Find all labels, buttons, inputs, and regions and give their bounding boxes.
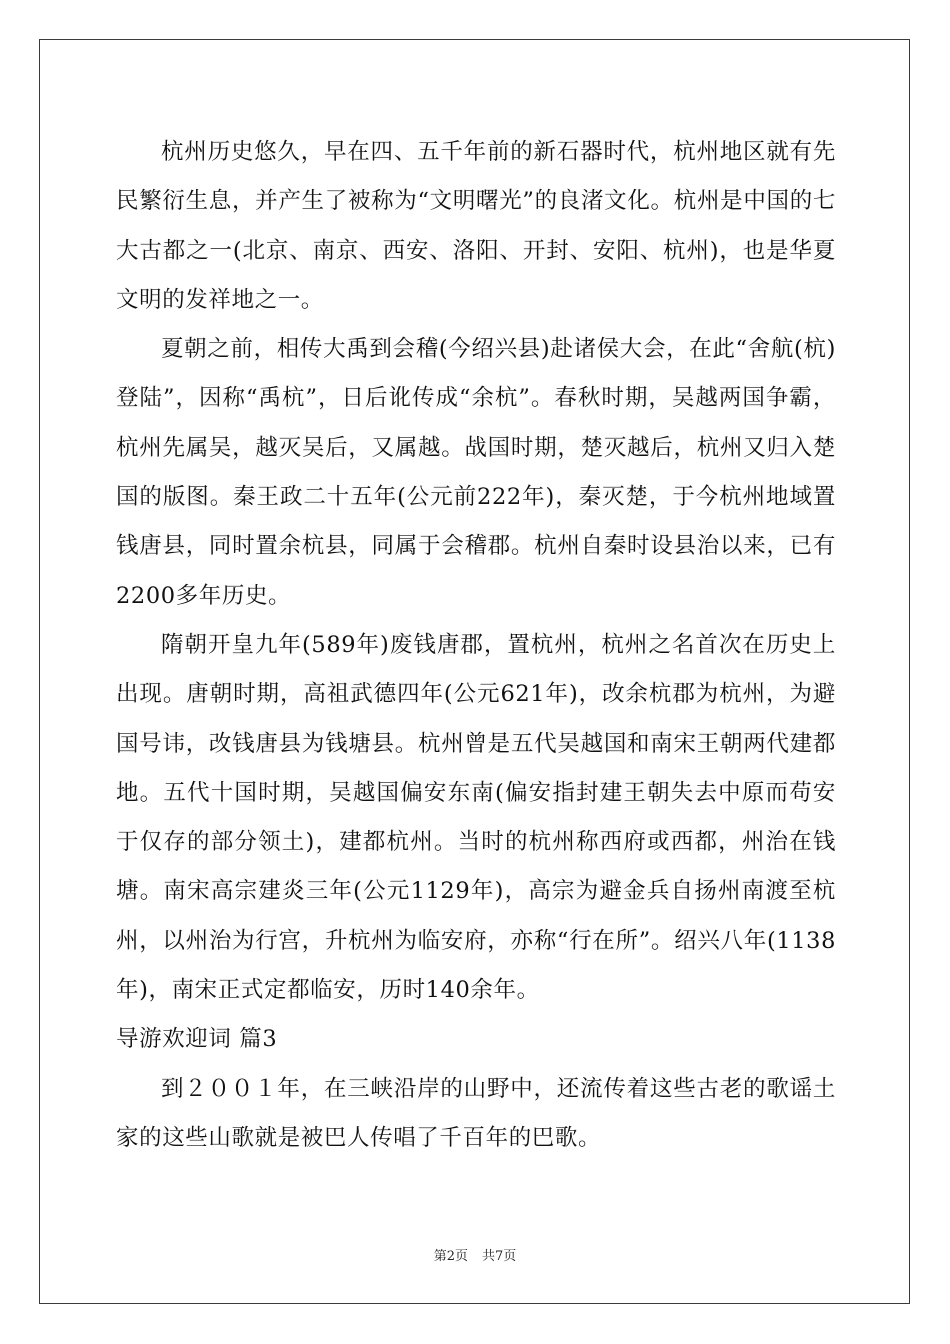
current-page-number: 第2页 bbox=[433, 1249, 468, 1264]
total-page-count: 共7页 bbox=[482, 1249, 517, 1264]
paragraph-history-overview: 杭州历史悠久，早在四、五千年前的新石器时代，杭州地区就有先民繁衍生息，并产生了被称为“文明曙光”的良渚文化。杭州是中国的七大古都之一(北京、南京、西安、洛阳、开封、安阳、杭州)，也是华夏文明的发祥地之一。 bbox=[116, 139, 836, 313]
document-body bbox=[116, 128, 836, 1163]
page-footer bbox=[0, 1245, 950, 1264]
paragraph-early-dynasties: 夏朝之前，相传大禹到会稽(今绍兴县)赴诸侯大会，在此“舍航(杭)登陆”，因称“禹杭”，日后讹传成“余杭”。春秋时期，吴越两国争霸，杭州先属吴，越灭吴后，又属越。战国时期，楚灭越后，杭州又归入楚国的版图。秦王政二十五年(公元前222年)，秦灭楚，于今杭州地域置钱唐县，同时置余杭县，同属于会稽郡。杭州自秦时设县治以来，已有2200多年历史。 bbox=[116, 336, 836, 609]
paragraph-three-gorges: 到２００１年，在三峡沿岸的山野中，还流传着这些古老的歌谣土家的这些山歌就是被巴人传唱了千百年的巴歌。 bbox=[116, 1075, 836, 1151]
paragraph-sui-song-period: 隋朝开皇九年(589年)废钱唐郡，置杭州，杭州之名首次在历史上出现。唐朝时期，高祖武德四年(公元621年)，改余杭郡为杭州，为避国号讳，改钱唐县为钱塘县。杭州曾是五代吴越国和南宋王朝两代建都地。五代十国时期，吴越国偏安东南(偏安指封建王朝失去中原而苟安于仅存的部分领土)，建都杭州。当时的杭州称西府或西都，州治在钱塘。南宋高宗建炎三年(公元1129年)，高宗为避金兵自扬州南渡至杭州，以州治为行宫，升杭州为临安府，亦称“行在所”。绍兴八年(1138年)，南宋正式定都临安，历时140余年。 bbox=[116, 631, 836, 1004]
section-heading: 导游欢迎词 篇3 bbox=[116, 1026, 278, 1053]
